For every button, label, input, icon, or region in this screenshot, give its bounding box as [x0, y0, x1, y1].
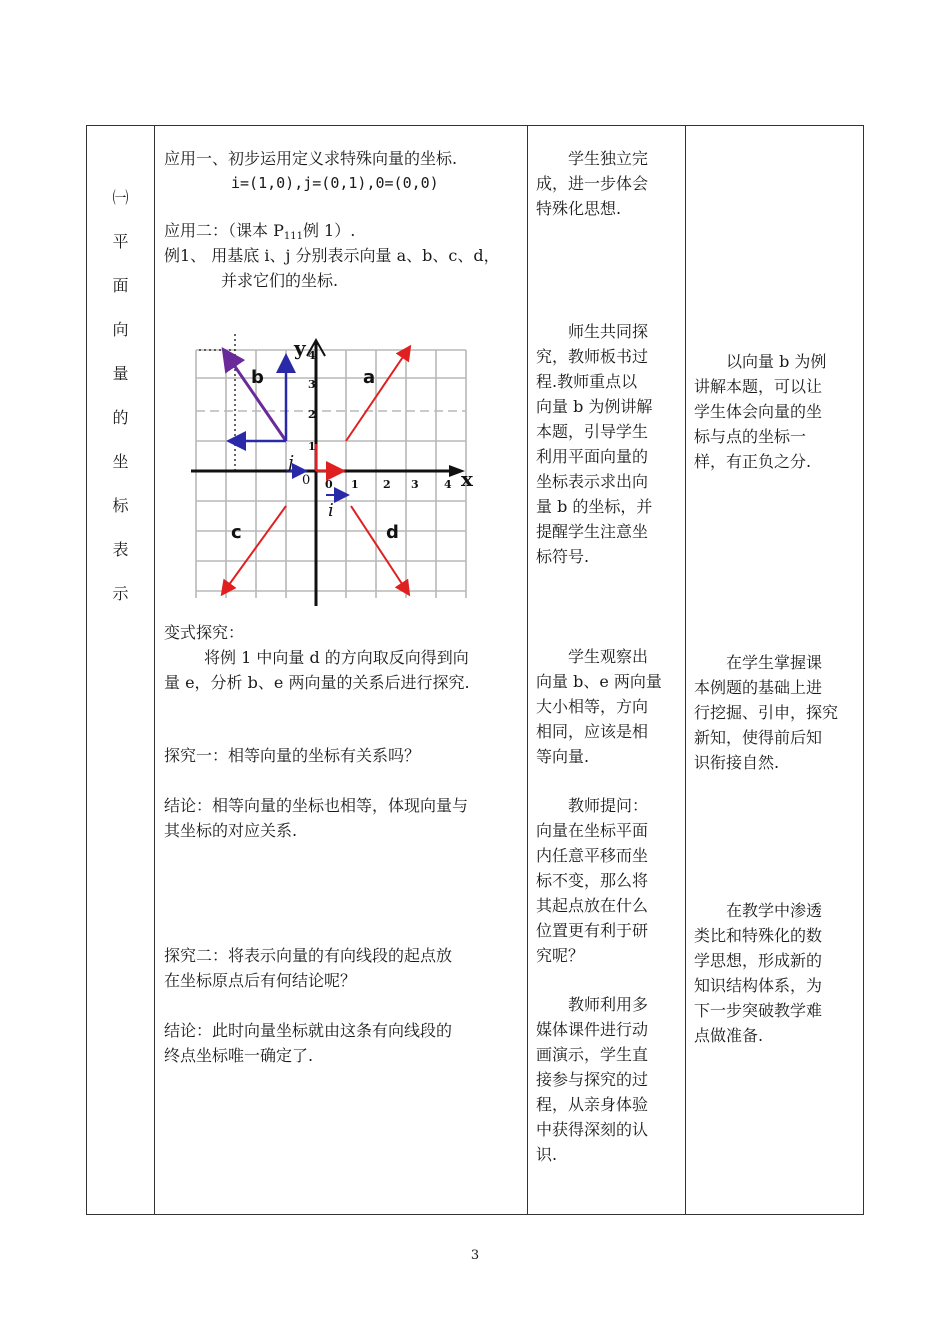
student-para-4: 教师提问： 向量在坐标平面 内任意平移而坐 标不变，那么将 其起点放在什么 位置更有利于研 究呢？: [536, 796, 649, 965]
example-line-2: 并求它们的坐标.: [221, 271, 339, 290]
section-title: [87, 176, 154, 616]
section-char: 表: [112, 540, 129, 559]
explore-2-line-2: 在坐标原点后有何结论呢？: [164, 971, 357, 990]
grid: [196, 350, 466, 598]
conclusion-1-line-1: 结论：相等向量的坐标也相等，体现向量与: [164, 796, 469, 815]
section-char: 量: [112, 364, 129, 383]
section-char: 向: [112, 320, 129, 339]
variant-line-2: 量 e，分析 b、e 两向量的关系后进行探究.: [164, 673, 470, 692]
section-char: 坐: [112, 452, 129, 471]
vector-a: [346, 348, 409, 441]
label-j: j: [288, 452, 294, 473]
lesson-table: [86, 125, 864, 1215]
design-column: [686, 126, 863, 1214]
section-char: 示: [112, 584, 129, 603]
label-a: a: [363, 367, 376, 388]
x-axis-label: x: [461, 467, 473, 491]
explore-2-line-1: 探究二：将表示向量的有向线段的起点放: [164, 946, 453, 965]
y-axis-label: y: [294, 336, 306, 360]
student-para-3: 学生观察出 向量 b、e 两向量 大小相等，方向 相同，应该是相 等向量.: [536, 647, 662, 766]
conclusion-1-line-2: 其坐标的对应关系.: [164, 821, 298, 840]
content-column: [155, 126, 527, 1214]
label-i: i: [328, 500, 334, 521]
variant-title: 变式探究：: [164, 623, 245, 642]
design-para-3: 在教学中渗透 类比和特殊化的数 学思想，形成新的 知识结构体系，为 下一步突破教学难 点做准备.: [694, 901, 823, 1045]
y-tick: 3: [308, 378, 316, 391]
section-char: 标: [112, 496, 129, 515]
section-char: 面: [112, 276, 129, 295]
y-tick: 2: [308, 408, 316, 421]
app1-title: 应用一、初步运用定义求特殊向量的坐标.: [164, 149, 458, 168]
section-number: ㈠: [112, 188, 129, 207]
vector-c: [223, 506, 286, 593]
conclusion-2-line-2: 终点坐标唯一确定了.: [164, 1046, 314, 1065]
conclusion-2-line-1: 结论：此时向量坐标就由这条有向线段的: [164, 1021, 453, 1040]
x-tick: 0: [325, 478, 333, 491]
example-line-1: 例1、 用基底 i、j 分别表示向量 a、b、c、d，: [164, 246, 500, 265]
student-para-1: 学生独立完 成，进一步体会 特殊化思想.: [536, 149, 649, 218]
variant-line-1: 将例 1 中向量 d 的方向取反向得到向: [204, 648, 469, 667]
origin-label: 0: [302, 473, 311, 488]
label-b: b: [251, 367, 264, 388]
x-tick: 3: [411, 478, 419, 491]
section-char: 平: [112, 232, 129, 251]
label-c: c: [231, 522, 242, 543]
label-d: d: [386, 522, 399, 543]
student-column: [528, 126, 685, 1214]
vector-diagram: [191, 326, 511, 616]
page-number: 3: [470, 1248, 480, 1263]
app1-formula: i=(1,0),j=(0,1),0=(0,0): [231, 174, 439, 192]
y-tick: 4: [308, 349, 316, 362]
x-tick: 4: [444, 478, 452, 491]
vector-d: [351, 506, 408, 593]
x-tick: 2: [383, 478, 391, 491]
student-para-2: 师生共同探 究，教师板书过 程.教师重点以 向量 b 为例讲解 本题，引导学生 利用平面向量的 坐标表示求出向 量 b 的坐标，并 提醒学生注意坐 标符号.: [536, 322, 653, 566]
student-para-5: 教师利用多 媒体课件进行动 画演示，学生直 接参与探究的过 程，从亲身体验 中获得深刻的认 识.: [536, 995, 649, 1164]
design-para-1: 以向量 b 为例 讲解本题，可以让 学生体会向量的坐 标与点的坐标一 样，有正负之分.: [694, 352, 827, 471]
app2-title: 应用二：（课本 $P_{111}$例 1）.: [164, 221, 356, 242]
y-tick: 1: [308, 440, 316, 453]
x-tick: 1: [351, 478, 359, 491]
explore-1: 探究一：相等向量的坐标有关系吗？: [164, 746, 421, 765]
section-char: 的: [112, 408, 129, 427]
design-para-2: 在学生掌握课 本例题的基础上进 行挖掘、引申，探究 新知，使得前后知 识衔接自然.: [694, 653, 839, 772]
